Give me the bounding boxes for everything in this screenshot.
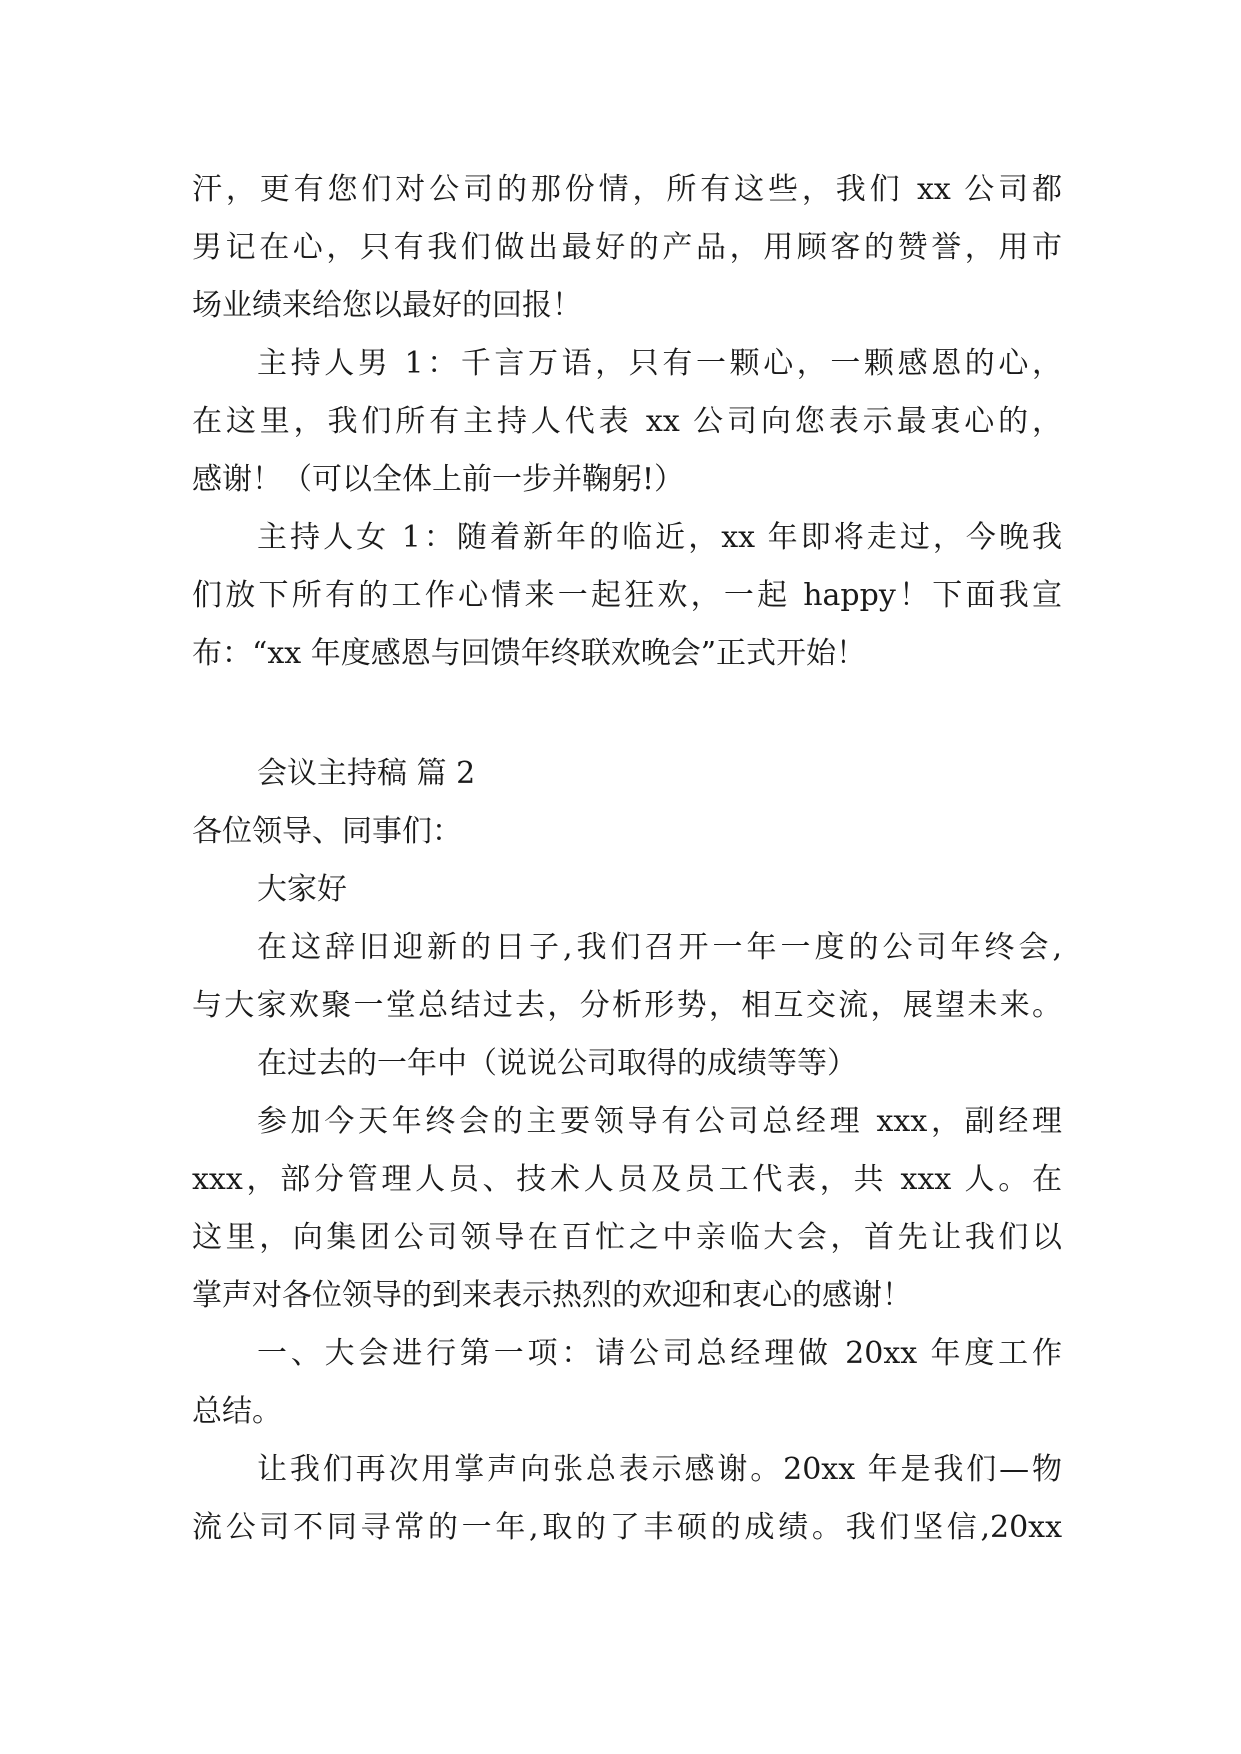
section-heading: 会议主持稿 篇 2	[257, 756, 476, 791]
salutation: 各位领导、同事们：	[192, 814, 462, 849]
text-line: 主持人男 1：千言万语，只有一颗心，一颗感恩的心，	[257, 346, 1062, 381]
text-line: 一、大会进行第一项：请公司总经理做 20xx 年度工作	[257, 1336, 1062, 1371]
text-line: 流公司不同寻常的一年,取的了丰硕的成绩。我们坚信,20xx	[192, 1510, 1062, 1545]
text-line: 参加今天年终会的主要领导有公司总经理 xxx，副经理	[257, 1104, 1062, 1139]
text-line: 主持人女 1：随着新年的临近，xx 年即将走过，今晚我	[257, 520, 1062, 555]
text-line: 男记在心，只有我们做出最好的产品，用顾客的赞誉，用市	[192, 230, 1062, 265]
text-line: 场业绩来给您以最好的回报！	[192, 288, 582, 323]
text-line: xxx，部分管理人员、技术人员及员工代表，共 xxx 人。在	[192, 1162, 1062, 1197]
text-line: 在这里，我们所有主持人代表 xx 公司向您表示最衷心的，	[192, 404, 1062, 439]
text-line: 掌声对各位领导的到来表示热烈的欢迎和衷心的感谢！	[192, 1278, 912, 1313]
text-line: 让我们再次用掌声向张总表示感谢。20xx 年是我们—物	[257, 1452, 1062, 1487]
text-line: 汗，更有您们对公司的那份情，所有这些，我们 xx 公司都	[192, 172, 1062, 207]
text-line: 感谢！（可以全体上前一步并鞠躬!）	[192, 462, 685, 497]
text-line: 与大家欢聚一堂总结过去，分析形势，相互交流，展望未来。	[192, 988, 1062, 1023]
greeting: 大家好	[257, 872, 347, 907]
text-line: 总结。	[192, 1394, 282, 1429]
text-line: 们放下所有的工作心情来一起狂欢，一起 happy！下面我宣	[192, 578, 1062, 613]
text-line: 在过去的一年中（说说公司取得的成绩等等）	[257, 1046, 857, 1081]
text-line: 在这辞旧迎新的日子,我们召开一年一度的公司年终会,	[257, 930, 1062, 965]
text-line: 布：“xx 年度感恩与回馈年终联欢晚会”正式开始！	[192, 636, 867, 671]
text-line: 这里，向集团公司领导在百忙之中亲临大会，首先让我们以	[192, 1220, 1062, 1255]
